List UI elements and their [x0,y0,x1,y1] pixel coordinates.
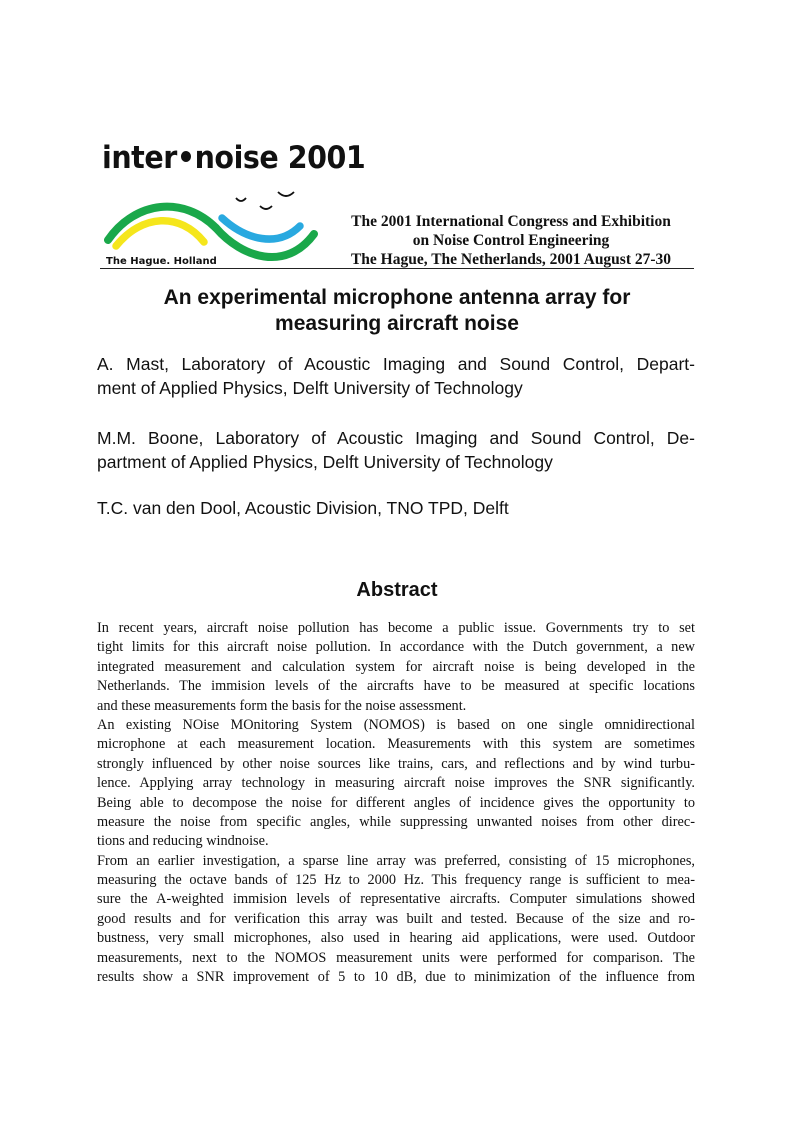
abstract-line: microphone at each measurement location. Measurements with this system are sometimes [97,736,695,753]
abstract-line: tight limits for this aircraft noise pollution. In accordance with the Dutch government, a new [97,639,695,656]
conference-line: on Noise Control Engineering [412,232,610,249]
header-divider [100,268,694,269]
abstract-line: Being able to decompose the noise for different angles of incidence gives the opportunity to [97,794,695,811]
conference-line: The 2001 International Congress and Exhibition [351,213,671,230]
abstract-line: tions and reducing windnoise. [97,833,269,850]
logo-yellow-wave [116,221,204,246]
abstract-line: measurements, next to the NOMOS measurement units were performed for comparison. The [97,949,695,966]
abstract-body [97,619,695,987]
abstract-line: measure the noise from specific angles, while suppressing unwanted noises from other direc- [97,813,695,830]
logo-location: The Hague. Holland [106,256,217,267]
abstract-heading: Abstract [356,579,438,601]
logo-arc-2 [260,206,272,209]
author-block-2 [97,426,695,474]
logo-arc-3 [278,192,294,196]
paper-title [100,285,694,337]
abstract-line: integrated measurement and calculation system for aircraft noise is being developed in the [97,658,695,675]
author-block-3 [97,496,695,520]
conference-line: The Hague, The Netherlands, 2001 August 27-30 [350,251,672,268]
abstract-line: results show a SNR improvement of 5 to 10 dB, due to minimization of the influence from [97,969,695,986]
abstract-line: good results and for verification this array was built and tested. Because of the size and ro- [97,910,695,927]
abstract-line: From an earlier investigation, a sparse line array was preferred, consisting of 15 microphones, [97,852,695,869]
abstract-line: An existing NOise MOnitoring System (NOMOS) is based on one single omnidirectional [97,716,695,733]
abstract-line: In recent years, aircraft noise pollution has become a public issue. Governments try to set [97,620,695,636]
abstract-line: lence. Applying array technology in measuring aircraft noise improves the SNR significantly. [97,775,695,792]
logo-arc-1 [236,198,246,201]
abstract-line: measuring the octave bands of 125 Hz to 2000 Hz. This frequency range is sufficient to mea- [97,872,695,889]
author-line: partment of Applied Physics, Delft University of Technology [97,452,553,472]
author-line: M.M. Boone, Laboratory of Acoustic Imaging and Sound Control, De- [97,428,695,448]
abstract-line: Netherlands. The immision levels of the aircrafts have to be measured at specific locations [97,678,695,695]
abstract-line: sure the A-weighted immision levels of representative aircrafts. Computer simulations showed [97,891,695,908]
author-block-1 [97,352,695,400]
author-line: ment of Applied Physics, Delft University of Technology [97,378,523,398]
abstract-line: bustness, very small microphones, also used in hearing aid applications, were used. Outdoor [97,930,695,947]
author-line: T.C. van den Dool, Acoustic Division, TNO TPD, Delft [97,498,509,518]
title-line: measuring aircraft noise [275,312,519,335]
conference-info [336,212,686,269]
abstract-line: strongly influenced by other noise sources like trains, cars, and reflections and by wind turbu- [97,755,695,772]
conference-logo [100,140,366,270]
logo-title: inter•noise 2001 [102,140,366,176]
abstract-line: and these measurements form the basis for the noise assessment. [97,697,467,714]
logo-blue-wave [222,218,300,239]
author-line: A. Mast, Laboratory of Acoustic Imaging and Sound Control, Depart- [97,354,695,374]
title-line: An experimental microphone antenna array for [163,286,631,309]
